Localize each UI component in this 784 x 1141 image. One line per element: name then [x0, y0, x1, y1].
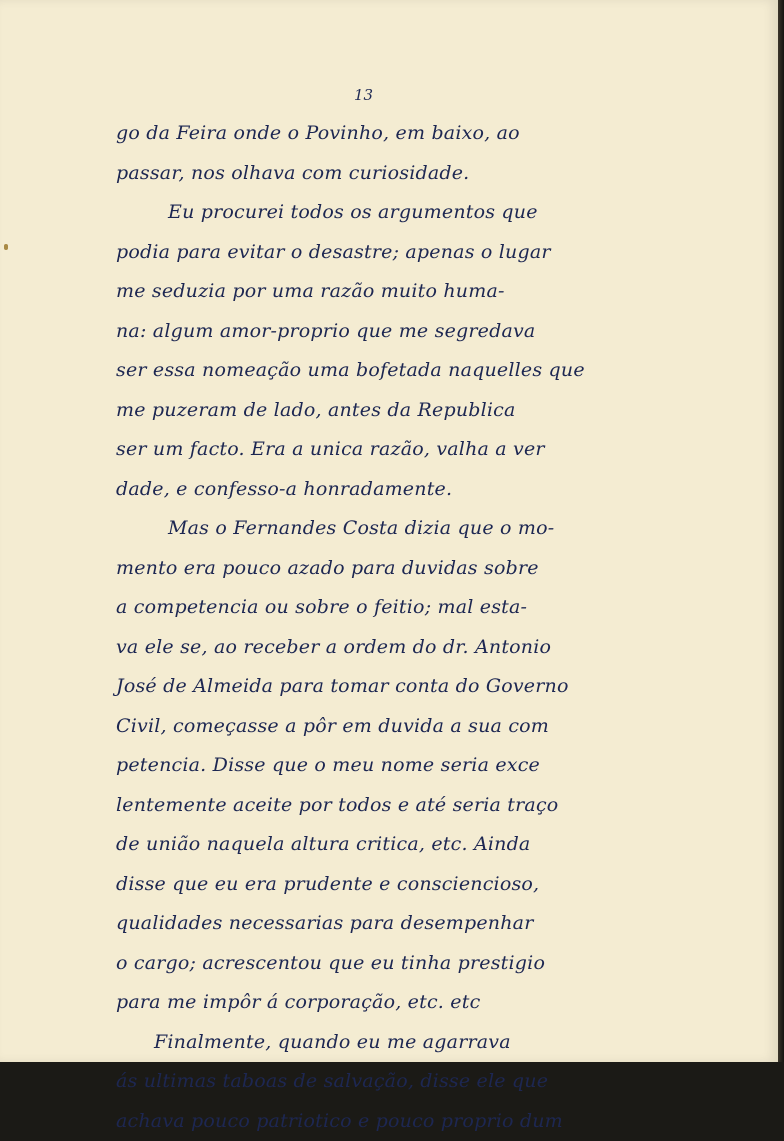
text-line: o cargo; acrescentou que eu tinha prestigio: [116, 944, 636, 984]
text-line: me puzeram de lado, antes da Republica: [116, 391, 636, 431]
text-line: para me impôr á corporação, etc. etc: [116, 983, 636, 1023]
page-number: 13: [354, 86, 373, 104]
text-line: petencia. Disse que o meu nome seria exce: [116, 746, 636, 786]
text-line: de união naquela altura critica, etc. Ainda: [116, 825, 636, 865]
text-line: dade, e confesso-a honradamente.: [116, 470, 636, 510]
page-edge-shadow: [778, 0, 784, 1062]
text-line: Finalmente, quando eu me agarrava: [116, 1023, 636, 1063]
text-line: ser um facto. Era a unica razão, valha a ver: [116, 430, 636, 470]
text-line: go da Feira onde o Povinho, em baixo, ao: [116, 114, 636, 154]
text-line: lentemente aceite por todos e até seria traço: [116, 786, 636, 826]
text-line: ás ultimas taboas de salvação, disse ele que: [116, 1062, 636, 1102]
handwritten-text-block: [116, 114, 636, 1141]
text-line: ser essa nomeação uma bofetada naquelles que: [116, 351, 636, 391]
text-line: mento era pouco azado para duvidas sobre: [116, 549, 636, 589]
text-line: me seduzia por uma razão muito huma-: [116, 272, 636, 312]
text-line: na: algum amor-proprio que me segredava: [116, 312, 636, 352]
text-line: va ele se, ao receber a ordem do dr. Antonio: [116, 628, 636, 668]
binding-thread-mark: [4, 244, 8, 250]
text-line: Civil, começasse a pôr em duvida a sua com: [116, 707, 636, 747]
text-line: Mas o Fernandes Costa dizia que o mo-: [116, 509, 636, 549]
text-line: Eu procurei todos os argumentos que: [116, 193, 636, 233]
text-line: achava pouco patriotico e pouco proprio dum: [116, 1102, 636, 1141]
text-line: qualidades necessarias para desempenhar: [116, 904, 636, 944]
text-line: passar, nos olhava com curiosidade.: [116, 154, 636, 194]
text-line: José de Almeida para tomar conta do Governo: [116, 667, 636, 707]
text-line: disse que eu era prudente e consciencioso,: [116, 865, 636, 905]
text-line: podia para evitar o desastre; apenas o lugar: [116, 233, 636, 273]
text-line: a competencia ou sobre o feitio; mal esta-: [116, 588, 636, 628]
